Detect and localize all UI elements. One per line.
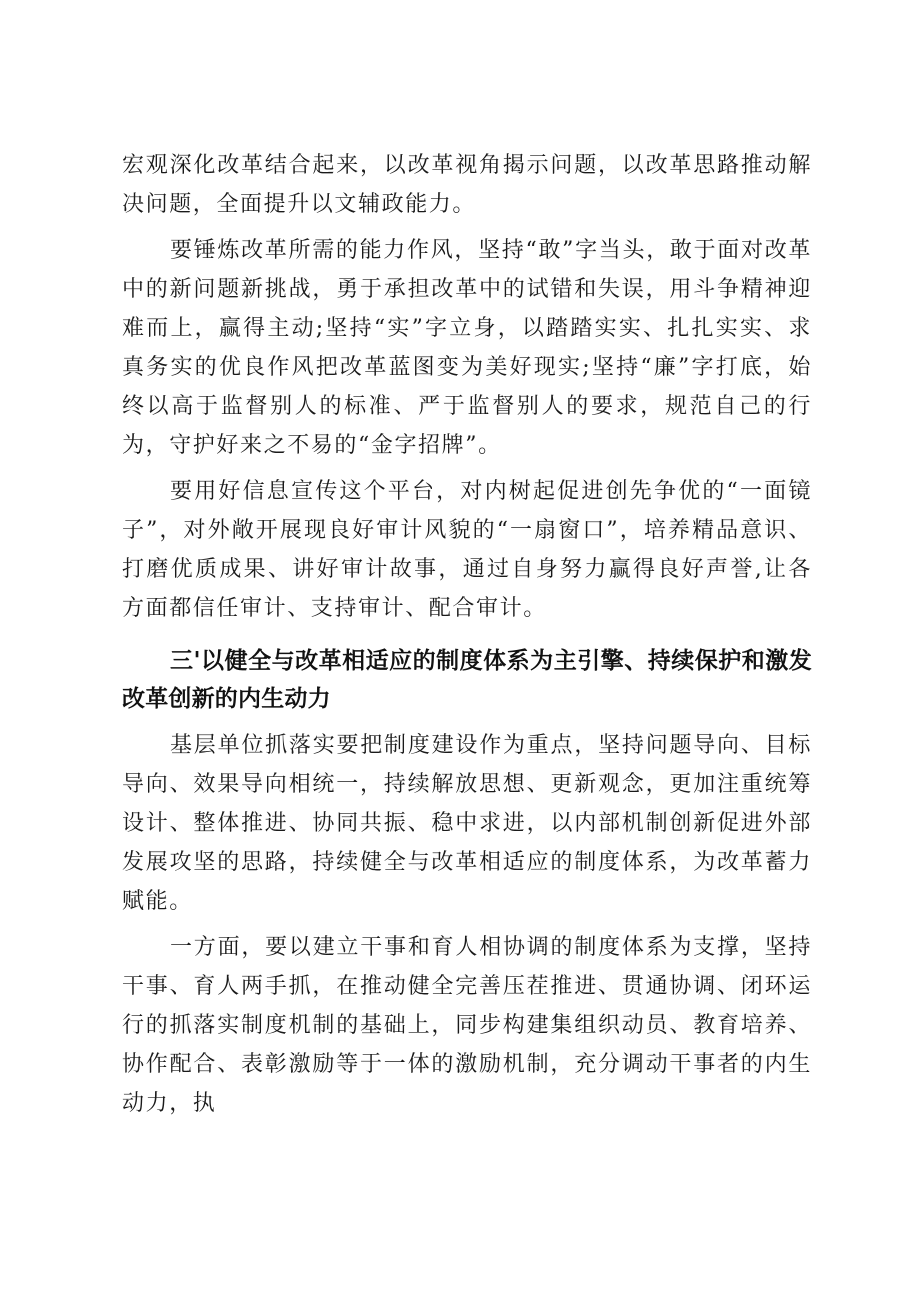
- section-heading-three: 三'以健全与改革相适应的制度体系为主引擎、持续保护和激发改革创新的内生动力: [122, 648, 812, 712]
- paragraph-continuation: 宏观深化改革结合起来，以改革视角揭示问题，以改革思路推动解决问题，全面提升以文辅政能力。: [122, 153, 812, 217]
- paragraph-system-building: 基层单位抓落实要把制度建设作为重点，坚持问题导向、目标导向、效果导向相统一，持续解放思想、更新观念，更加注重统筹设计、整体推进、协同共振、稳中求进，以内部机制创新促进外部发展攻坚的思路，持续健全与改革相适应的制度体系，为改革蓄力赋能。: [122, 733, 812, 914]
- paragraph-ability-style: 要锤炼改革所需的能力作风，坚持“敢”字当头，敢于面对改革中的新问题新挑战，勇于承担改革中的试错和失误，用斗争精神迎难而上，赢得主动;坚持“实”字立身，以踏踏实实、扎扎实实、求真务实的优良作风把改革蓝图变为美好现实;坚持“廉”字打底，始终以高于监督别人的标准、严于监督别人的要求，规范自己的行为，守护好来之不易的“金字招牌”。: [122, 238, 812, 458]
- paragraph-on-one-hand: 一方面，要以建立干事和育人相协调的制度体系为支撑，坚持干事、育人两手抓，在推动健全完善压茬推进、贯通协调、闭环运行的抓落实制度机制的基础上，同步构建集组织动员、教育培养、协作配合、表彰激励等于一体的激励机制，充分调动干事者的内生动力，执: [122, 935, 812, 1116]
- paragraph-information-publicity: 要用好信息宣传这个平台，对内树起促进创先争优的“一面镜子”，对外敞开展现良好审计风貌的“一扇窗口”，培养精品意识、打磨优质成果、讲好审计故事，通过自身努力赢得良好声誉,让各方面都信任审计、支持审计、配合审计。: [122, 479, 812, 621]
- document-body: [122, 146, 812, 1130]
